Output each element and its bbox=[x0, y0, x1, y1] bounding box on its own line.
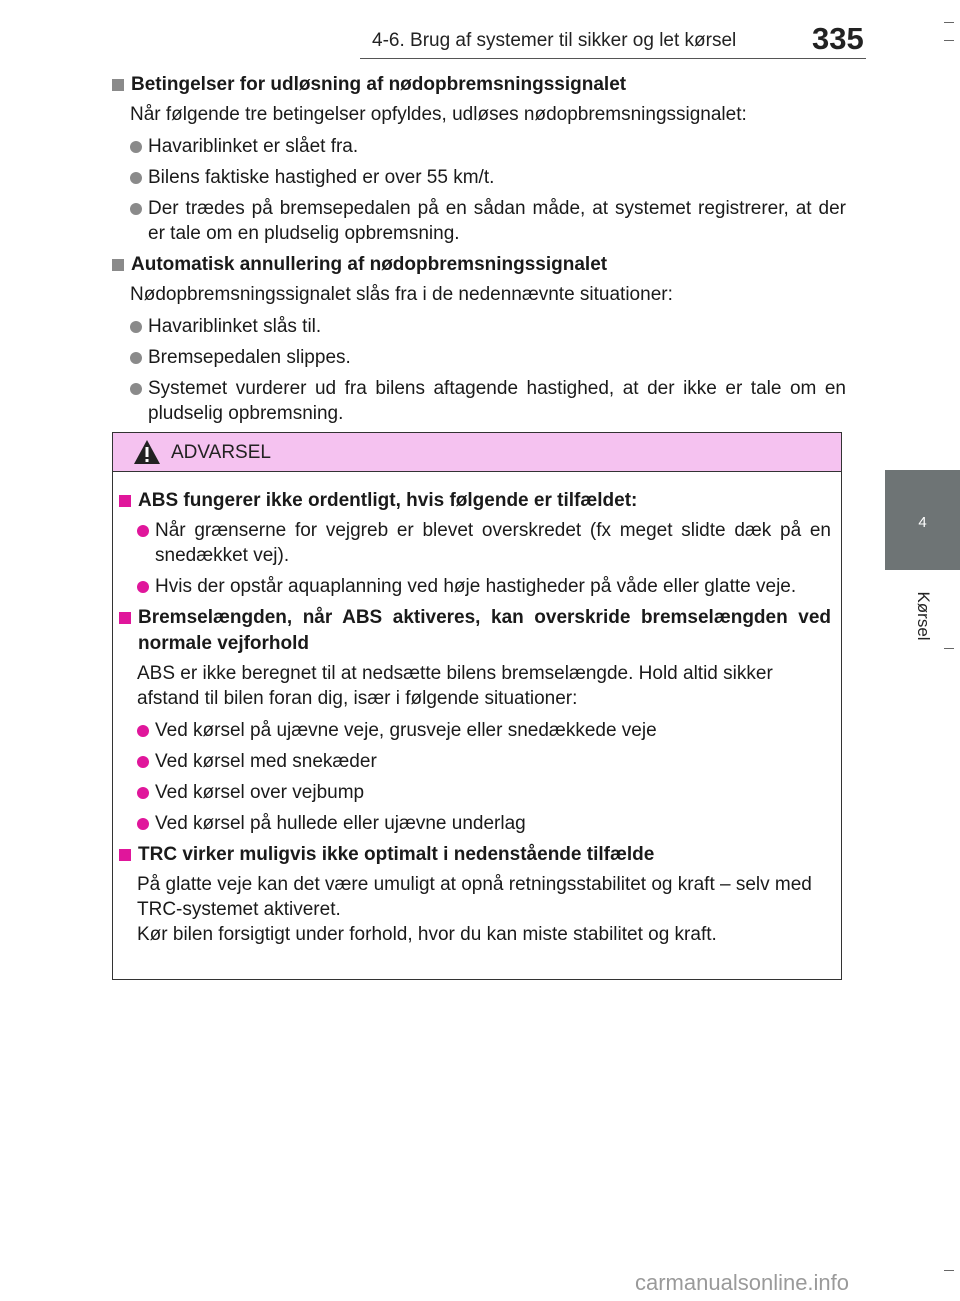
warning-heading bbox=[119, 842, 831, 868]
list-item bbox=[130, 345, 846, 370]
round-bullet-icon bbox=[130, 141, 142, 153]
page-number: 335 bbox=[812, 21, 864, 56]
warning-heading-text: ABS fungerer ikke ordentligt, hvis følgende er tilfældet: bbox=[138, 490, 638, 511]
square-bullet-icon bbox=[112, 259, 124, 271]
list-item bbox=[137, 574, 831, 599]
crop-mark bbox=[944, 1270, 954, 1271]
list-item-text: Der trædes på bremsepedalen på en sådan måde, at systemet registrerer, at der er tale om en pludselig opbremsning. bbox=[148, 198, 846, 244]
crop-mark bbox=[944, 22, 954, 23]
list-item bbox=[130, 196, 846, 246]
header-rule bbox=[360, 58, 866, 59]
round-bullet-icon bbox=[137, 818, 149, 830]
crop-mark bbox=[944, 40, 954, 41]
round-bullet-icon bbox=[130, 321, 142, 333]
square-bullet-icon bbox=[119, 495, 131, 507]
list-item-text: Bremsepedalen slippes. bbox=[148, 347, 351, 368]
list-item-text: Ved kørsel over vejbump bbox=[155, 782, 365, 803]
list-item bbox=[137, 749, 831, 774]
round-bullet-icon bbox=[137, 756, 149, 768]
chapter-tab bbox=[885, 470, 960, 570]
round-bullet-icon bbox=[130, 383, 142, 395]
list-item bbox=[137, 780, 831, 805]
main-content bbox=[112, 72, 846, 432]
running-header: 4-6. Brug af systemer til sikker og let kørsel bbox=[372, 30, 737, 51]
warning-title: ADVARSEL bbox=[171, 442, 271, 463]
chapter-number: 4 bbox=[918, 514, 927, 531]
section-intro: Nødopbremsningssignalet slås fra i de nedennævnte situationer: bbox=[130, 284, 673, 305]
warning-intro: På glatte veje kan det være umuligt at opnå retningsstabilitet og kraft – selv med TRC-systemet aktiveret. bbox=[137, 874, 812, 920]
warning-body bbox=[113, 472, 841, 947]
list-item bbox=[137, 718, 831, 743]
list-item bbox=[130, 376, 846, 426]
watermark: carmanualsonline.info bbox=[635, 1270, 850, 1295]
section-trigger-conditions bbox=[112, 72, 846, 246]
square-bullet-icon bbox=[119, 849, 131, 861]
section-intro: Når følgende tre betingelser opfyldes, udløses nødopbremsningssignalet: bbox=[130, 104, 747, 125]
round-bullet-icon bbox=[137, 525, 149, 537]
section-heading bbox=[112, 72, 846, 98]
warning-heading bbox=[119, 488, 831, 514]
list-item-text: Ved kørsel på ujævne veje, grusveje eller snedækkede veje bbox=[155, 720, 657, 741]
warning-header bbox=[113, 433, 841, 472]
warning-heading-text: TRC virker muligvis ikke optimalt i nedenstående tilfælde bbox=[138, 844, 655, 865]
section-auto-cancel bbox=[112, 252, 846, 426]
round-bullet-icon bbox=[137, 787, 149, 799]
round-bullet-icon bbox=[130, 172, 142, 184]
square-bullet-icon bbox=[119, 612, 131, 624]
list-item-text: Ved kørsel med snekæder bbox=[155, 751, 377, 772]
warning-heading-text: Bremselængden, når ABS aktiveres, kan overskride bremselængden ved normale vejforhold bbox=[138, 607, 831, 654]
list-item bbox=[130, 134, 846, 159]
list-item bbox=[130, 165, 846, 190]
section-heading-text: Betingelser for udløsning af nødopbremsningssignalet bbox=[131, 74, 627, 95]
list-item-text: Havariblinket er slået fra. bbox=[148, 136, 359, 157]
list-item-text: Ved kørsel på hullede eller ujævne underlag bbox=[155, 813, 526, 834]
warning-triangle-icon bbox=[133, 439, 161, 465]
list-item-text: Bilens faktiske hastighed er over 55 km/t. bbox=[148, 167, 495, 188]
round-bullet-icon bbox=[137, 725, 149, 737]
list-item-text: Systemet vurderer ud fra bilens aftagende hastighed, at der ikke er tale om en pludselig opbremsning. bbox=[148, 378, 846, 424]
section-heading bbox=[112, 252, 846, 278]
list-item bbox=[130, 314, 846, 339]
chapter-label-wrap bbox=[885, 570, 960, 650]
round-bullet-icon bbox=[130, 352, 142, 364]
chapter-label: Kørsel bbox=[913, 591, 933, 641]
list-item-text: Når grænserne for vejgreb er blevet overskredet (fx meget slidte dæk på en snedækket vej). bbox=[155, 520, 831, 566]
warning-intro: ABS er ikke beregnet til at nedsætte bilens bremselængde. Hold altid sikker afstand til bilen foran dig, især i følgende situationer: bbox=[137, 663, 773, 709]
list-item-text: Hvis der opstår aquaplanning ved høje hastigheder på våde eller glatte veje. bbox=[155, 576, 797, 597]
warning-intro: Kør bilen forsigtigt under forhold, hvor du kan miste stabilitet og kraft. bbox=[137, 924, 717, 945]
list-item bbox=[137, 518, 831, 568]
warning-box bbox=[112, 432, 842, 980]
list-item bbox=[137, 811, 831, 836]
warning-heading bbox=[119, 605, 831, 657]
square-bullet-icon bbox=[112, 79, 124, 91]
round-bullet-icon bbox=[137, 581, 149, 593]
round-bullet-icon bbox=[130, 203, 142, 215]
section-heading-text: Automatisk annullering af nødopbremsningssignalet bbox=[131, 254, 608, 275]
list-item-text: Havariblinket slås til. bbox=[148, 316, 322, 337]
